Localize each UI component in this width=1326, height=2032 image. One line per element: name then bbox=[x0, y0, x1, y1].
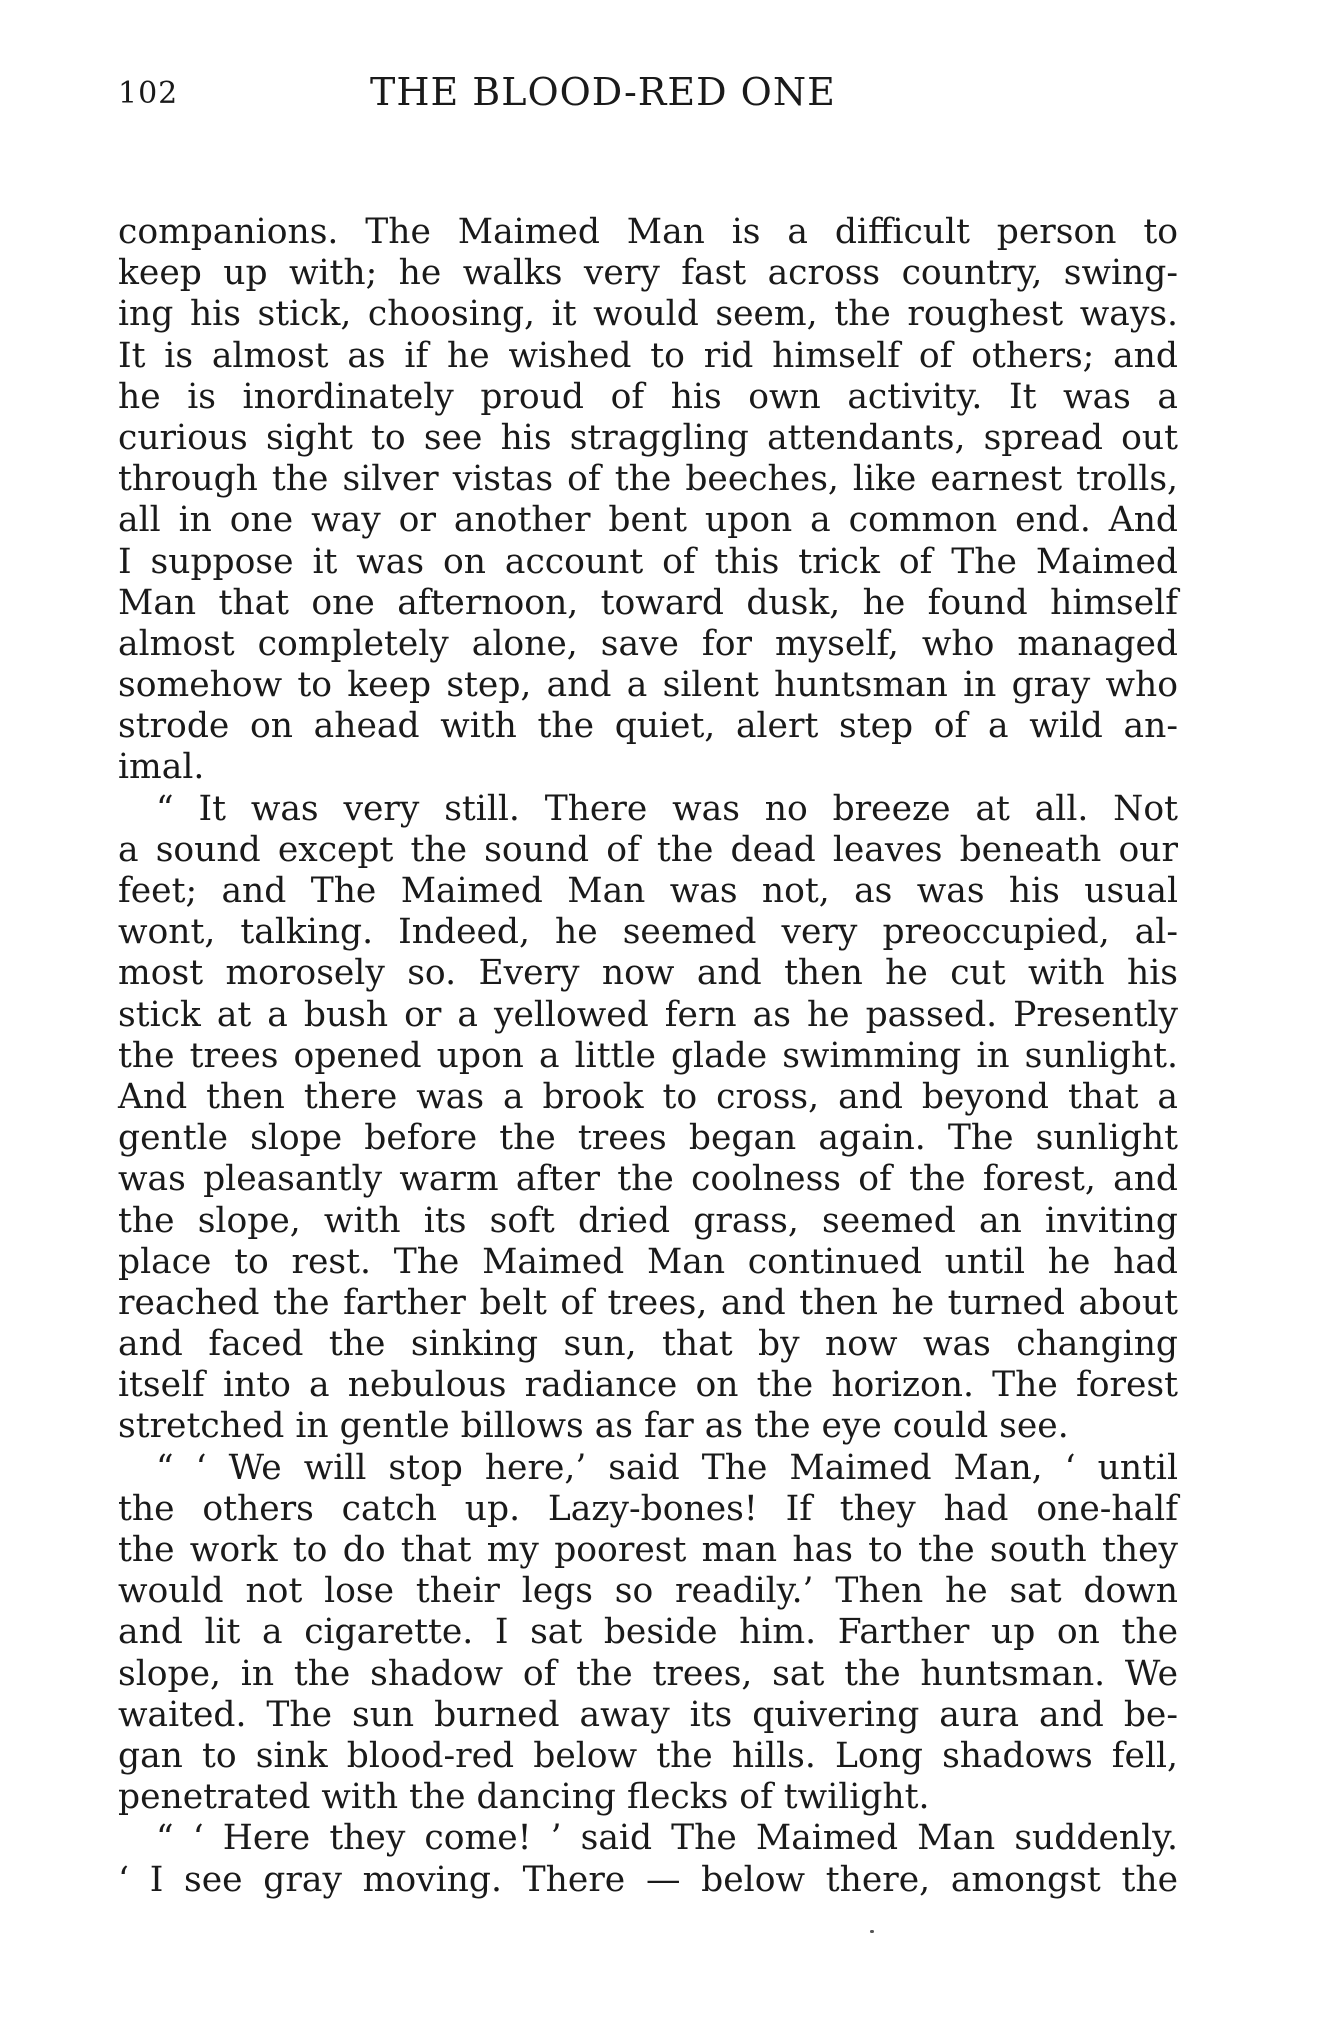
text-line: It is almost as if he wished to rid himself of others; and bbox=[118, 335, 1178, 376]
text-line: Man that one afternoon, toward dusk, he found himself bbox=[118, 582, 1178, 623]
text-line: the others catch up. Lazy-bones! If they had one-half bbox=[118, 1488, 1178, 1529]
text-line: curious sight to see his straggling attendants, spread out bbox=[118, 417, 1178, 458]
text-line: gentle slope before the trees began again. The sunlight bbox=[118, 1118, 1178, 1159]
text-line: feet; and The Maimed Man was not, as was his usual bbox=[118, 871, 1178, 911]
text-line: itself into a nebulous radiance on the horizon. The forest bbox=[118, 1365, 1178, 1406]
text-line: the slope, with its soft dried grass, seemed an inviting bbox=[118, 1200, 1178, 1241]
text-line: ‘ I see gray moving. There — below there, amongst the bbox=[118, 1859, 1178, 1900]
text-line: the trees opened upon a little glade swimming in sunlight. bbox=[118, 1035, 1178, 1076]
text-line: slope, in the shadow of the trees, sat the huntsman. We bbox=[118, 1653, 1178, 1694]
text-line: wont, talking. Indeed, he seemed very preoccupied, al- bbox=[118, 912, 1178, 953]
page-header bbox=[118, 62, 1178, 132]
text-line: somehow to keep step, and a silent huntsman in gray who bbox=[118, 665, 1178, 706]
text-line: And then there was a brook to cross, and beyond that a bbox=[118, 1076, 1178, 1117]
print-speck bbox=[870, 1930, 874, 1933]
body-text bbox=[118, 212, 1178, 1901]
text-line: most morosely so. Every now and then he cut with his bbox=[118, 953, 1178, 994]
text-line: penetrated with the dancing flecks of twilight. bbox=[118, 1777, 930, 1818]
text-line: imal. bbox=[118, 747, 205, 788]
text-line: and lit a cigarette. I sat beside him. Farther up on the bbox=[118, 1612, 1178, 1653]
book-page bbox=[118, 62, 1178, 1901]
text-line: place to rest. The Maimed Man continued until he had bbox=[118, 1241, 1178, 1282]
text-line: was pleasantly warm after the coolness of the forest, and bbox=[118, 1159, 1178, 1200]
text-line: waited. The sun burned away its quivering aura and be- bbox=[118, 1694, 1178, 1735]
text-line: he is inordinately proud of his own activity. It was a bbox=[118, 376, 1178, 417]
text-line: “ ‘ Here they come! ’ said The Maimed Man suddenly. bbox=[156, 1818, 1178, 1859]
text-line: “ It was very still. There was no breeze at all. Not bbox=[156, 788, 1178, 829]
text-line: keep up with; he walks very fast across country, swing- bbox=[118, 253, 1178, 294]
page-number: 102 bbox=[118, 76, 179, 111]
text-line: strode on ahead with the quiet, alert step of a wild an- bbox=[118, 706, 1178, 747]
text-line: ing his stick, choosing, it would seem, the roughest ways. bbox=[118, 294, 1178, 335]
text-line: almost completely alone, save for myself, who managed bbox=[118, 623, 1178, 664]
text-line: stretched in gentle billows as far as the eye could see. bbox=[118, 1406, 1069, 1447]
text-line: I suppose it was on account of this trick of The Maimed bbox=[118, 541, 1178, 582]
text-line: gan to sink blood-red below the hills. Long shadows fell, bbox=[118, 1735, 1178, 1776]
text-line: reached the farther belt of trees, and then he turned about bbox=[118, 1282, 1178, 1323]
running-head: THE BLOOD-RED ONE bbox=[370, 70, 836, 114]
text-line: “ ‘ We will stop here,’ said The Maimed Man, ‘ until bbox=[156, 1447, 1178, 1488]
text-line: all in one way or another bent upon a common end. And bbox=[118, 500, 1178, 541]
text-line: through the silver vistas of the beeches, like earnest trolls, bbox=[118, 459, 1178, 500]
text-line: and faced the sinking sun, that by now was changing bbox=[118, 1324, 1178, 1365]
text-line: would not lose their legs so readily.’ Then he sat down bbox=[118, 1571, 1178, 1612]
text-line: stick at a bush or a yellowed fern as he passed. Presently bbox=[118, 994, 1178, 1035]
text-line: the work to do that my poorest man has to the south they bbox=[118, 1530, 1178, 1570]
text-line: a sound except the sound of the dead leaves beneath our bbox=[118, 829, 1178, 870]
text-line: companions. The Maimed Man is a difficult person to bbox=[118, 212, 1178, 252]
